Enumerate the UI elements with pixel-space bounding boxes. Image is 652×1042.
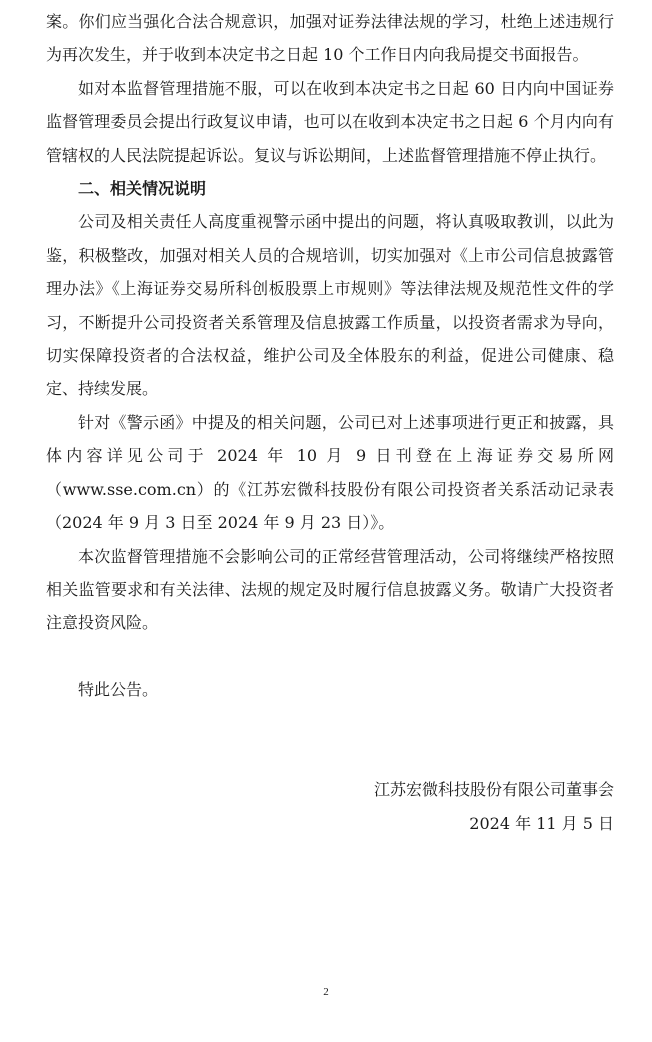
signature-company: 江苏宏微科技股份有限公司董事会 (373, 780, 614, 800)
paragraph-appeal-rights: 如对本监督管理措施不服，可以在收到本决定书之日起 60 日内向中国证券监督管理委员会提出行政复议申请，也可以在收到本决定书之日起 6 个月内向有管辖权的人民法院提起诉讼。复议与诉讼期间，上述监督管理措施不停止执行。 (46, 78, 614, 165)
spacer (46, 640, 614, 673)
closing-statement: 特此公告。 (78, 680, 159, 700)
section-heading: 二、相关情况说明 (78, 179, 207, 199)
paragraph-remediation: 公司及相关责任人高度重视警示函中提出的问题，将认真吸取教训，以此为鉴，积极整改，加强对相关人员的合规培训，切实加强对《上市公司信息披露管理办法》《上海证券交易所科创板股票上市规则》等法律法规及规范性文件的学习，不断提升公司投资者关系管理及信息披露工作质量，以投资者需求为导向，切实保障投资者的合法权益，维护公司及全体股东的利益，促进公司健康、稳定、持续发展。 (46, 212, 614, 399)
paragraph-impact: 本次监督管理措施不会影响公司的正常经营管理活动，公司将继续严格按照相关监管要求和有关法律、法规的规定及时履行信息披露义务。敬请广大投资者注意投资风险。 (46, 546, 614, 633)
spacer (46, 740, 614, 773)
signature-date: 2024 年 11 月 5 日 (469, 813, 614, 833)
paragraph-correction: 针对《警示函》中提及的相关问题，公司已对上述事项进行更正和披露，具体内容详见公司于 2024 年 10 月 9 日刊登在上海证券交易所网（www.sse.com.cn）的《江苏宏微科技股份有限公司投资者关系活动记录表（2024 年 9 月 3 日至 2024 年 9 月 23 日）》。 (46, 412, 614, 533)
page-number: 2 (323, 986, 329, 998)
spacer (46, 707, 614, 740)
document-page (46, 5, 614, 840)
paragraph-continued: 案。你们应当强化合法合规意识，加强对证券法律法规的学习，杜绝上述违规行为再次发生，并于收到本决定书之日起 10 个工作日内向我局提交书面报告。 (46, 12, 614, 65)
